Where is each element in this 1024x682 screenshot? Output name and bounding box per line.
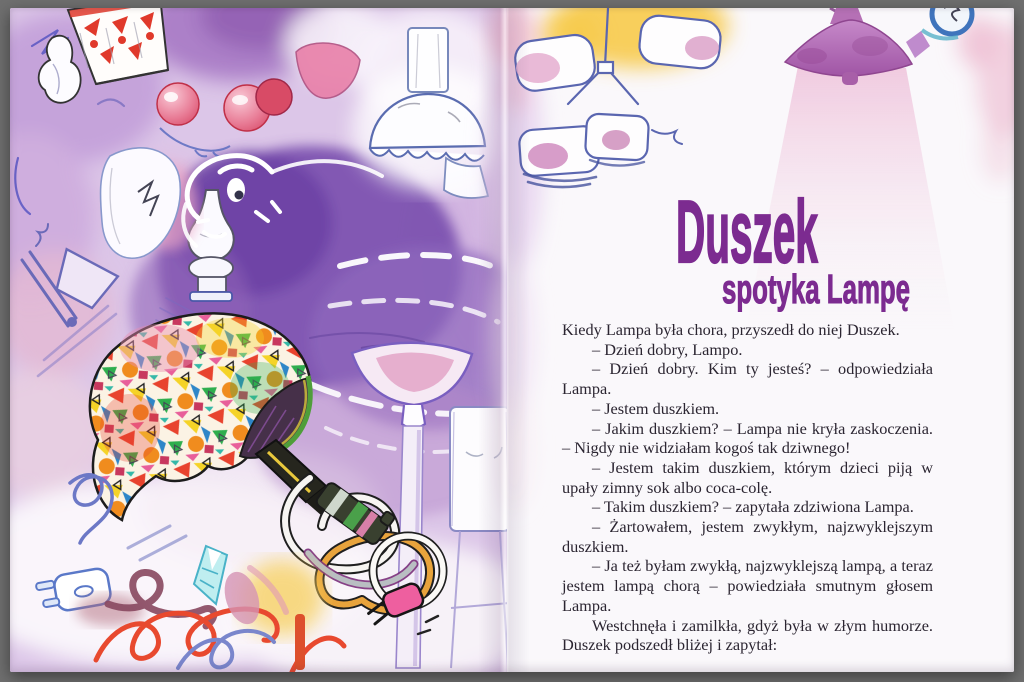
story-paragraph: Kiedy Lampa była chora, przyszedł do niej Duszek. xyxy=(562,320,900,339)
story-paragraph: – Takim duszkiem? – zapytała zdziwiona Lampa. xyxy=(592,497,914,517)
story-paragraph: – Dzień dobry. Kim ty jesteś? – odpowiedziała Lampa. xyxy=(562,359,933,399)
story-paragraph: – Jakim duszkiem? – Lampa nie kryła zaskoczenia. – Nigdy nie widziałam kogoś tak dziwnego! xyxy=(562,418,933,458)
story-title-line1: Duszek xyxy=(676,182,818,281)
story-paragraph: – Dzień dobry, Lampo. xyxy=(592,339,743,359)
book-spread xyxy=(10,8,1014,672)
story-paragraph: – Jestem duszkiem. xyxy=(592,398,720,418)
story-title-line2: spotyka Lampę xyxy=(722,266,911,312)
story-paragraph: – Jestem takim duszkiem, którym dzieci piją w upały zimny sok albo coca-colę. xyxy=(562,457,933,497)
story-text xyxy=(562,320,933,655)
story-paragraph: – Żartowałem, jestem zwykłym, najzwyklejszym duszkiem. xyxy=(562,517,933,556)
left-page-illustration xyxy=(10,8,550,672)
story-paragraph: Westchnęła i zamilkła, gdyż była w złym humorze. Duszek podszedł bliżej i zapytał: xyxy=(562,615,933,655)
story-paragraph: – Ja też byłam zwykłą, najzwyklejszą lampą, a teraz jestem lampą chorą – powiedziała smutnym głosem Lampa. xyxy=(562,556,933,615)
